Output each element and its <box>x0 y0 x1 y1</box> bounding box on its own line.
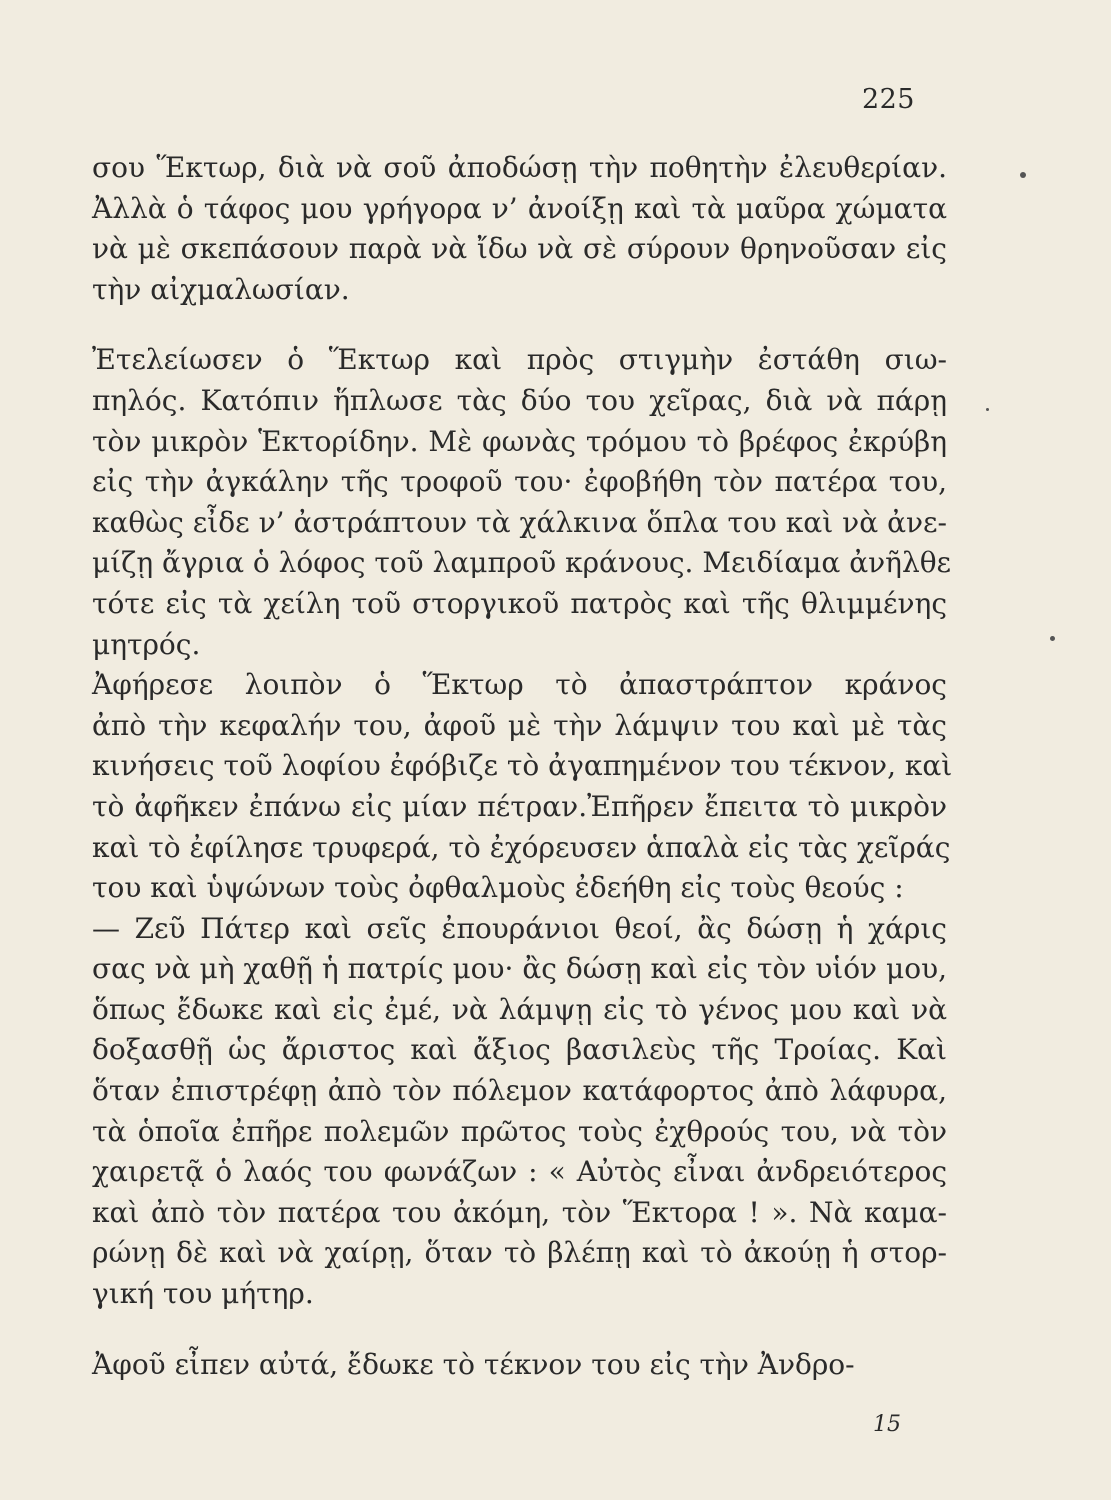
text-line: τὴν αἰχμαλωσίαν. <box>92 272 350 306</box>
text-line: τότε εἰς τὰ χείλη τοῦ στοργικοῦ πατρὸς καὶ τῆς θλιμμένης <box>92 586 947 620</box>
text-line: σας νὰ μὴ χαθῇ ἡ πατρίς μου· ἂς δώσῃ καὶ εἰς τὸν υἱόν μου, <box>92 952 947 986</box>
text-line: — Ζεῦ Πάτερ καὶ σεῖς ἐπουράνιοι θεοί, ἂς δώσῃ ἡ χάρις <box>92 911 947 945</box>
paragraph <box>92 340 952 665</box>
ink-speck <box>1020 172 1026 178</box>
paragraph <box>92 1345 947 1386</box>
page-number: 225 <box>861 84 915 115</box>
text-line: ἀπὸ τὴν κεφαλήν του, ἀφοῦ μὲ τὴν λάμψιν του καὶ μὲ τὰς <box>92 708 947 742</box>
text-line: τὰ ὁποῖα ἐπῆρε πολεμῶν πρῶτος τοὺς ἐχθρούς του, νὰ τὸν <box>92 1114 947 1148</box>
text-line: καὶ τὸ ἐφίλησε τρυφερά, τὸ ἐχόρευσεν ἁπαλὰ εἰς τὰς χεῖράς <box>92 830 951 864</box>
text-line: ὅπως ἔδωκε καὶ εἰς ἐμέ, νὰ λάμψῃ εἰς τὸ γένος μου καὶ νὰ <box>92 992 947 1026</box>
text-line: ὅταν ἐπιστρέφῃ ἀπὸ τὸν πόλεμον κατάφορτος ἀπὸ λάφυρα, <box>92 1074 947 1108</box>
text-line: Ἀλλὰ ὁ τάφος μου γρήγορα ν’ ἀνοίξῃ καὶ τὰ μαῦρα χώματα <box>92 191 947 225</box>
text-line: δοξασθῇ ὡς ἄριστος καὶ ἄξιος βασιλεὺς τῆς Τροίας. Καὶ <box>92 1033 947 1067</box>
text-line: νὰ μὲ σκεπάσουν παρὰ νὰ ἴδω νὰ σὲ σύρουν θρηνοῦσαν εἰς <box>92 232 947 266</box>
text-line: μητρός. <box>92 627 201 661</box>
text-line: σου Ἕκτωρ, διὰ νὰ σοῦ ἀποδώσῃ τὴν ποθητὴν ἐλευθερίαν. <box>92 151 947 184</box>
text-line: μίζῃ ἄγρια ὁ λόφος τοῦ λαμπροῦ κράνους. Μειδίαμα ἀνῆλθε <box>92 546 952 580</box>
ink-speck <box>986 408 989 411</box>
page-body <box>92 148 953 1385</box>
text-line: εἰς τὴν ἀγκάλην τῆς τροφοῦ του· ἐφοβήθη τὸν πατέρα του, <box>92 465 947 499</box>
text-line: χαιρετᾷ ὁ λαός του φωνάζων : « Αὐτὸς εἶναι ἀνδρειότερος <box>92 1155 947 1189</box>
text-line: καὶ ἀπὸ τὸν πατέρα του ἀκόμη, τὸν Ἕκτορα ! ». Νὰ καμα- <box>92 1195 947 1229</box>
text-line: καθὼς εἶδε ν’ ἀστράπτουν τὰ χάλκινα ὅπλα του καὶ νὰ ἀνε- <box>92 505 947 539</box>
text-line: ρώνῃ δὲ καὶ νὰ χαίρῃ, ὅταν τὸ βλέπῃ καὶ τὸ ἀκούῃ ἡ στορ- <box>92 1236 947 1270</box>
signature-mark: 15 <box>873 1412 901 1437</box>
text-line: τὸν μικρὸν Ἑκτορίδην. Μὲ φωνὰς τρόμου τὸ βρέφος ἐκρύβη <box>92 424 947 458</box>
paragraph <box>92 148 947 310</box>
text-line: κινήσεις τοῦ λοφίου ἐφόβιζε τὸ ἀγαπημένον του τέκνον, καὶ <box>92 749 953 783</box>
text-line: Ἀφήρεσε λοιπὸν ὁ Ἕκτωρ τὸ ἀπαστράπτον κράνος <box>92 668 947 702</box>
text-line: τὸ ἀφῆκεν ἐπάνω εἰς μίαν πέτραν.Ἐπῆρεν ἔπειτα τὸ μικρὸν <box>92 789 947 823</box>
text-line: πηλός. Κατόπιν ἥπλωσε τὰς δύο του χεῖρας, διὰ νὰ πάρῃ <box>92 383 947 417</box>
paragraph <box>92 665 953 909</box>
ink-speck <box>1050 636 1055 641</box>
text-line: Ἐτελείωσεν ὁ Ἕκτωρ καὶ πρὸς στιγμὴν ἐστάθη σιω- <box>92 343 947 377</box>
text-line: του καὶ ὑψώνων τοὺς ὀφθαλμοὺς ἐδεήθη εἰς τοὺς θεούς : <box>92 871 904 905</box>
paragraph <box>92 909 947 1315</box>
text-line: Ἀφοῦ εἶπεν αὐτά, ἔδωκε τὸ τέκνον του εἰς τὴν Ἀνδρο- <box>92 1347 855 1381</box>
text-line: γική του μήτηρ. <box>92 1277 314 1311</box>
